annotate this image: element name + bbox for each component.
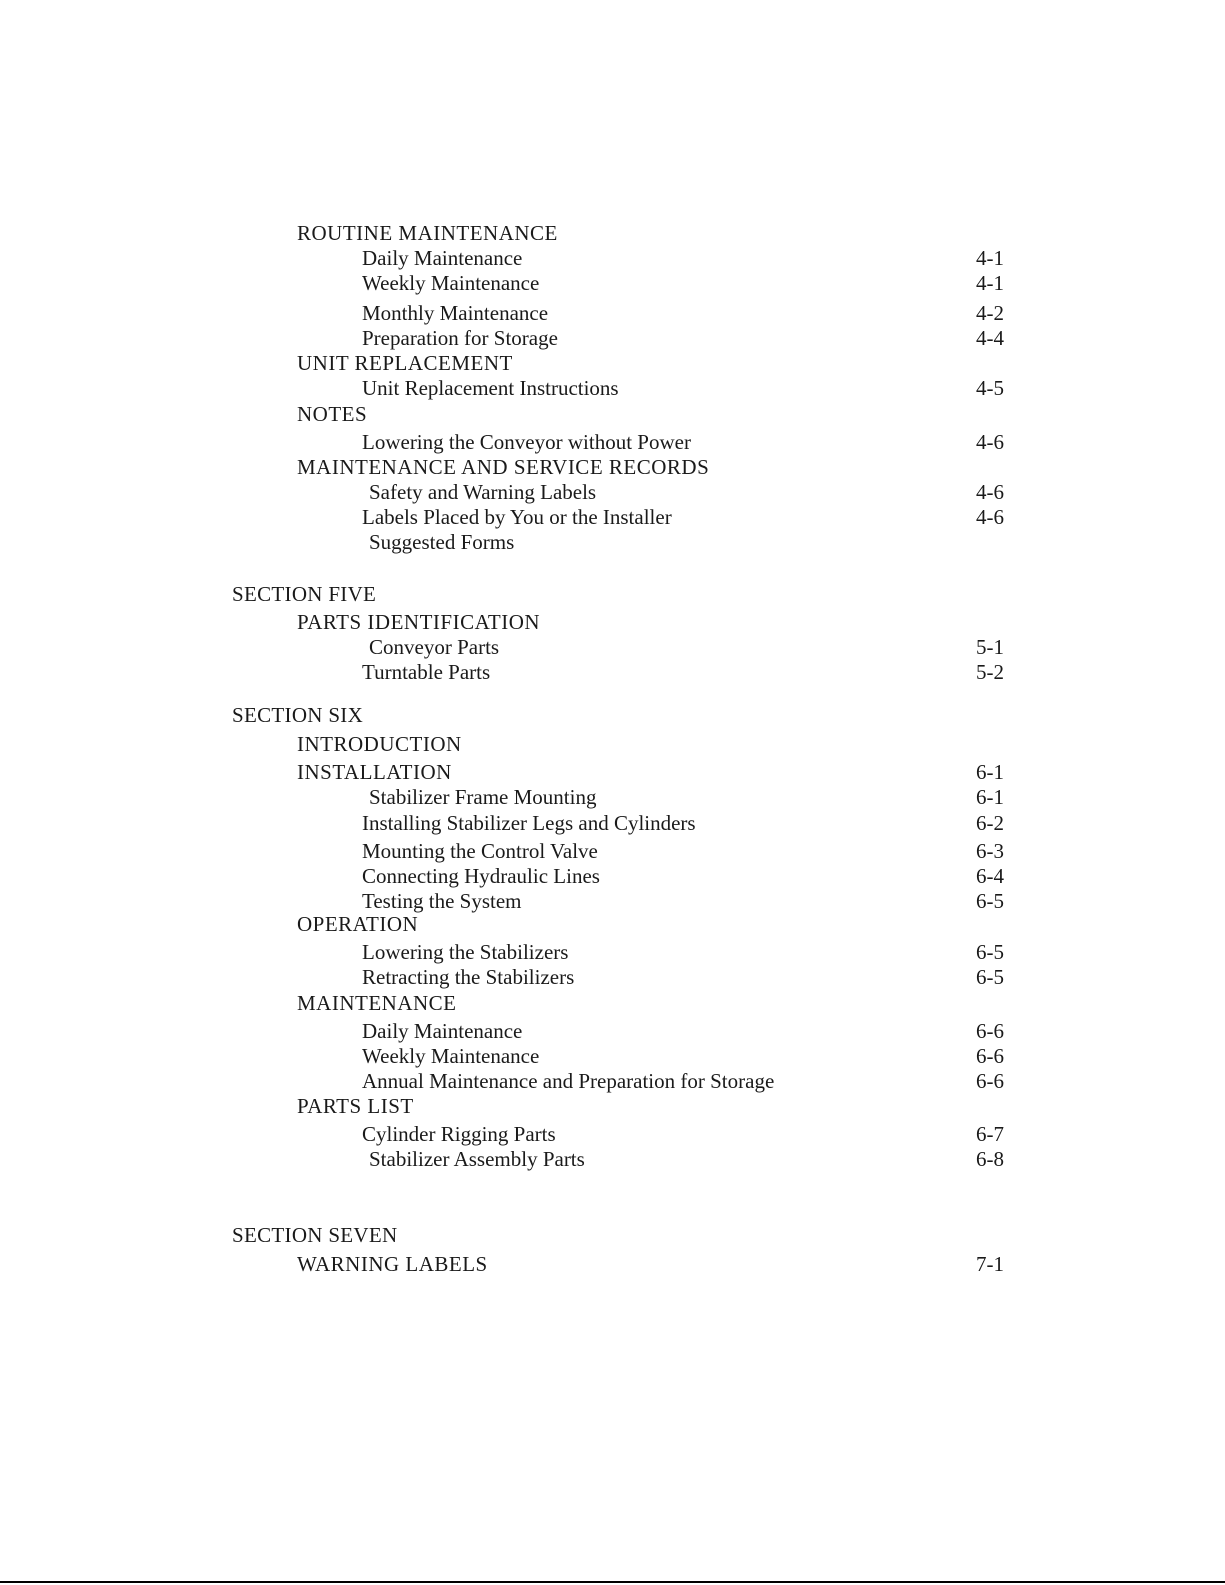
toc-heading: OPERATION xyxy=(297,912,419,936)
toc-page-number: 4-6 xyxy=(976,480,1004,504)
toc-entry: Weekly Maintenance xyxy=(362,1044,540,1068)
page-bottom-border xyxy=(0,1581,1225,1583)
toc-entry: Retracting the Stabilizers xyxy=(362,965,575,989)
toc-entry: Lowering the Stabilizers xyxy=(362,940,569,964)
toc-entry: Unit Replacement Instructions xyxy=(362,376,619,400)
toc-entry: Stabilizer Assembly Parts xyxy=(369,1147,585,1171)
toc-section-heading: SECTION SEVEN xyxy=(232,1223,398,1247)
toc-entry: Mounting the Control Valve xyxy=(362,839,598,863)
toc-entry: Daily Maintenance xyxy=(362,246,523,270)
toc-page-number: 4-1 xyxy=(976,271,1004,295)
toc-entry: Connecting Hydraulic Lines xyxy=(362,864,600,888)
toc-page-number: 6-2 xyxy=(976,811,1004,835)
toc-page-number: 6-8 xyxy=(976,1147,1004,1171)
toc-entry: Stabilizer Frame Mounting xyxy=(369,785,597,809)
toc-entry: Lowering the Conveyor without Power xyxy=(362,430,691,454)
toc-entry: Weekly Maintenance xyxy=(362,271,540,295)
toc-heading: INSTALLATION xyxy=(297,760,452,784)
toc-section-heading: SECTION FIVE xyxy=(232,582,377,606)
toc-heading: UNIT REPLACEMENT xyxy=(297,351,513,375)
toc-page-number: 6-3 xyxy=(976,839,1004,863)
toc-page-number: 6-5 xyxy=(976,940,1004,964)
toc-page-number: 4-5 xyxy=(976,376,1004,400)
toc-page-number: 4-2 xyxy=(976,301,1004,325)
toc-heading: NOTES xyxy=(297,402,368,426)
toc-entry: Labels Placed by You or the Installer xyxy=(362,505,672,529)
toc-heading: MAINTENANCE AND SERVICE RECORDS xyxy=(297,455,710,479)
toc-entry: Safety and Warning Labels xyxy=(369,480,597,504)
toc-heading: WARNING LABELS xyxy=(297,1252,488,1276)
toc-page-number: 6-5 xyxy=(976,965,1004,989)
toc-page-number: 4-6 xyxy=(976,430,1004,454)
toc-page-number: 5-1 xyxy=(976,635,1004,659)
toc-page-number: 4-6 xyxy=(976,505,1004,529)
toc-section-heading: SECTION SIX xyxy=(232,703,364,727)
toc-page-number: 6-4 xyxy=(976,864,1004,888)
toc-heading: PARTS IDENTIFICATION xyxy=(297,610,541,634)
toc-heading: INTRODUCTION xyxy=(297,732,462,756)
toc-page-number: 6-1 xyxy=(976,785,1004,809)
toc-entry: Conveyor Parts xyxy=(369,635,500,659)
toc-page-number: 7-1 xyxy=(976,1252,1004,1276)
toc-entry: Monthly Maintenance xyxy=(362,301,549,325)
toc-page-number: 6-6 xyxy=(976,1019,1004,1043)
toc-entry: Daily Maintenance xyxy=(362,1019,523,1043)
toc-page-number: 4-1 xyxy=(976,246,1004,270)
toc-entry: Preparation for Storage xyxy=(362,326,558,350)
toc-page-number: 6-1 xyxy=(976,760,1004,784)
toc-entry: Installing Stabilizer Legs and Cylinders xyxy=(362,811,696,835)
toc-page-number: 6-7 xyxy=(976,1122,1004,1146)
toc-page-number: 5-2 xyxy=(976,660,1004,684)
toc-page-number: 6-5 xyxy=(976,889,1004,913)
toc-entry: Testing the System xyxy=(362,889,522,913)
toc-heading: ROUTINE MAINTENANCE xyxy=(297,221,558,245)
toc-heading: PARTS LIST xyxy=(297,1094,414,1118)
toc-entry: Turntable Parts xyxy=(362,660,491,684)
toc-page-number: 6-6 xyxy=(976,1044,1004,1068)
toc-entry: Annual Maintenance and Preparation for Storage xyxy=(362,1069,775,1093)
toc-entry: Cylinder Rigging Parts xyxy=(362,1122,556,1146)
toc-page-number: 4-4 xyxy=(976,326,1004,350)
toc-entry: Suggested Forms xyxy=(369,530,515,554)
toc-page-number: 6-6 xyxy=(976,1069,1004,1093)
toc-heading: MAINTENANCE xyxy=(297,991,457,1015)
